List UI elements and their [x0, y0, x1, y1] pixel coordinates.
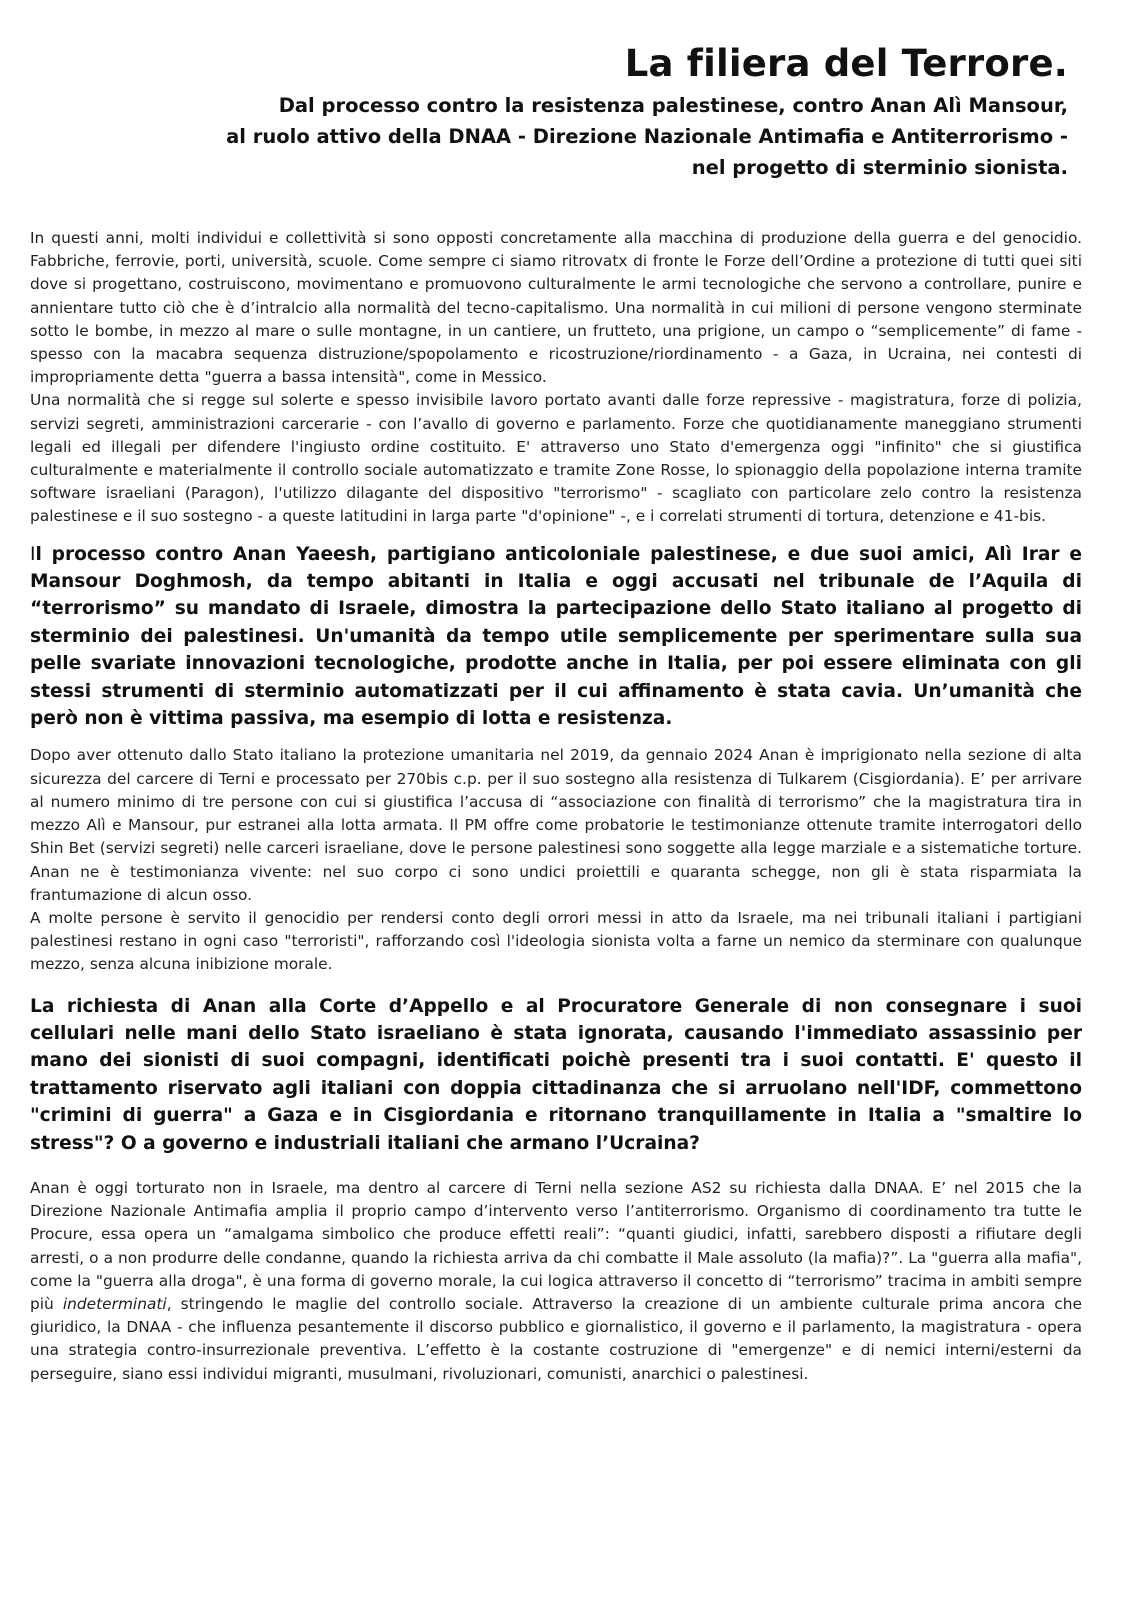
paragraph-intro: In questi anni, molti individui e collettività si sono opposti concretamente alla macchina di produzione della guerra e del genocidio. Fabbriche, ferrovie, porti, università, scuole. Come sempre ci siamo ritrovatx di fronte le Forze dell’Ordine a protezione di tutti quei siti dove si progettano, costruiscono, movimentano e promuovono culturalmente le armi tecnologiche che servono a controllare, punire e annientare tutto ciò che è d’intralcio alla normalità del tecno-capitalismo. Una normalità in cui milioni di persone vengono sterminate sotto le bombe, in mezzo al mare o sulle montagne, in un cantiere, un frutteto, una prigione, un campo o “semplicemente” di fame - spesso con la macabra sequenza distruzione/spopolamento e ricostruzione/riordinamento - a Gaza, in Ucraina, nei contesti di impropriamente detta "guerra a bassa intensità", come in Messico.: [30, 229, 1082, 387]
bold-paragraph-trial: [30, 541, 1082, 733]
paragraph-dnaa-text-b: , stringendo le maglie del controllo sociale. Attraverso la creazione di un ambiente culturale prima ancora che giuridico, la DNAA - che influenza pesantemente il discorso pubblico e giornalistico, il governo e il parlamento, la magistratura - opera una strategia contro-insurrezionale preventiva. L’effetto è la costante costruzione di "emergenze" e di nemici interni/esterni da perseguire, siano essi individui migranti, musulmani, rivoluzionari, comunisti, anarchici o palestinesi.: [30, 1294, 1082, 1383]
page-title: La filiera del Terrore.: [624, 42, 1068, 85]
subtitle-line: al ruolo attivo della DNAA - Direzione Nazionale Antimafia e Antiterrorismo -: [226, 125, 1068, 148]
document-page: [30, 40, 1082, 1386]
paragraph-anan: Dopo aver ottenuto dallo Stato italiano la protezione umanitaria nel 2019, da gennaio 2024 Anan è imprigionato nella sezione di alta sicurezza del carcere di Terni e processato per 270bis c.p. per il suo sostegno alla resistenza di Tulkarem (Cisgiordania). E’ per arrivare al numero minimo di tre persone con cui si giustifica l’accusa di “associazione con finalità di terrorismo” che la magistratura tira in mezzo Alì e Mansour, pur estranei alla lotta armata. Il PM offre come probatorie le testimonianze ottenute tramite interrogatori dello Shin Bet (servizi segreti) nelle carceri israeliane, dove le persone palestinesi sono soggette alla legge marziale e a sistematiche torture. Anan ne è testimonianza vivente: nel suo corpo ci sono undici proiettili e quaranta schegge, non gli è stata risparmiata la frantumazione di alcun osso.: [30, 746, 1082, 904]
paragraph-normality: Una normalità che si regge sul solerte e spesso invisibile lavoro portato avanti dalle forze repressive - magistratura, forze di polizia, servizi segreti, amministrazioni carcerarie - con l’avallo di governo e parlamento. Forze che quotidianamente maneggiano strumenti legali ed illegali per difendere l'ingiusto ordine costituito. E' attraverso uno Stato d'emergenza oggi "infinito" che si giustifica culturalmente e materialmente il controllo sociale automatizzato e tramite Zone Rosse, lo spionaggio della popolazione interna tramite software israeliani (Paragon), l'utilizzo dilagante del dispositivo "terrorismo" - scagliato con particolare zelo contro la resistenza palestinese e il suo sostegno - a queste latitudini in larga parte "d'opinione" -, e i correlati strumenti di tortura, detenzione e 41-bis.: [30, 391, 1082, 526]
paragraph-dnaa-text-a: Anan è oggi torturato non in Israele, ma dentro al carcere di Terni nella sezione AS2 su richiesta dalla DNAA. E’ nel 2015 che la Direzione Nazionale Antimafia amplia il proprio campo d’intervento verso l’antiterrorismo. Organismo di coordinamento tra tutte le Procure, essa opera un “amalgama simbolico che produce effetti reali”: “quanti giudici, infatti, sarebbero disposti a rifiutare degli arresti, o a non produrre delle condanne, quando la richiesta arriva da chi combatte il Male assoluto (la mafia)?”. La "guerra alla mafia", come la "guerra alla droga", è una forma di governo morale, la cui logica attraverso il concetto di “terrorismo” tracima in ambiti sempre più: [30, 1178, 1082, 1313]
drop-initial: I: [30, 543, 36, 565]
paragraph-genocide: A molte persone è servito il genocidio per rendersi conto degli orrori messi in atto da Israele, ma nei tribunali italiani i partigiani palestinesi restano in ogni caso "terroristi", rafforzando così l'ideologia sionista volta a farne un nemico da sterminare con qualunque mezzo, senza alcuna inibizione morale.: [30, 908, 1082, 974]
subtitle-line: Dal processo contro la resistenza palestinese, contro Anan Alì Mansour,: [278, 94, 1068, 117]
emphasis-text: indeterminati: [62, 1294, 167, 1313]
paragraph-dnaa: [30, 1177, 1082, 1386]
subtitle: [30, 90, 1068, 183]
bold-paragraph-trial-text: l processo contro Anan Yaeesh, partigiano anticoloniale palestinese, e due suoi amici, Alì Irar e Mansour Doghmosh, da tempo abitanti in Italia e oggi accusati nel tribunale de l’Aquila di “terrorismo” su mandato di Israele, dimostra la partecipazione dello Stato italiano al progetto di sterminio dei palestinesi. Un'umanità da tempo utile semplicemente per sperimentare sulla sua pelle svariate innovazioni tecnologiche, prodotte anche in Italia, per poi essere eliminata con gli stessi strumenti di sterminio automatizzati per il cui affinamento è stata cavia. Un’umanità che però non è vittima passiva, ma esempio di lotta e resistenza.: [30, 543, 1082, 730]
bold-paragraph-request: La richiesta di Anan alla Corte d’Appello e al Procuratore Generale di non consegnare i suoi cellulari nelle mani dello Stato israeliano è stata ignorata, causando l'immediato assassinio per mano dei sionisti di suoi compagni, identificati poichè presenti tra i suoi contatti. E' questo il trattamento riservato agli italiani con doppia cittadinanza che si arruolano nell'IDF, commettono "crimini di guerra" a Gaza e in Cisgiordania e ritornano tranquillamente in Italia a "smaltire lo stress"? O a governo e industriali italiani che armano l’Ucraina?: [30, 995, 1082, 1154]
subtitle-line: nel progetto di sterminio sionista.: [691, 156, 1068, 179]
